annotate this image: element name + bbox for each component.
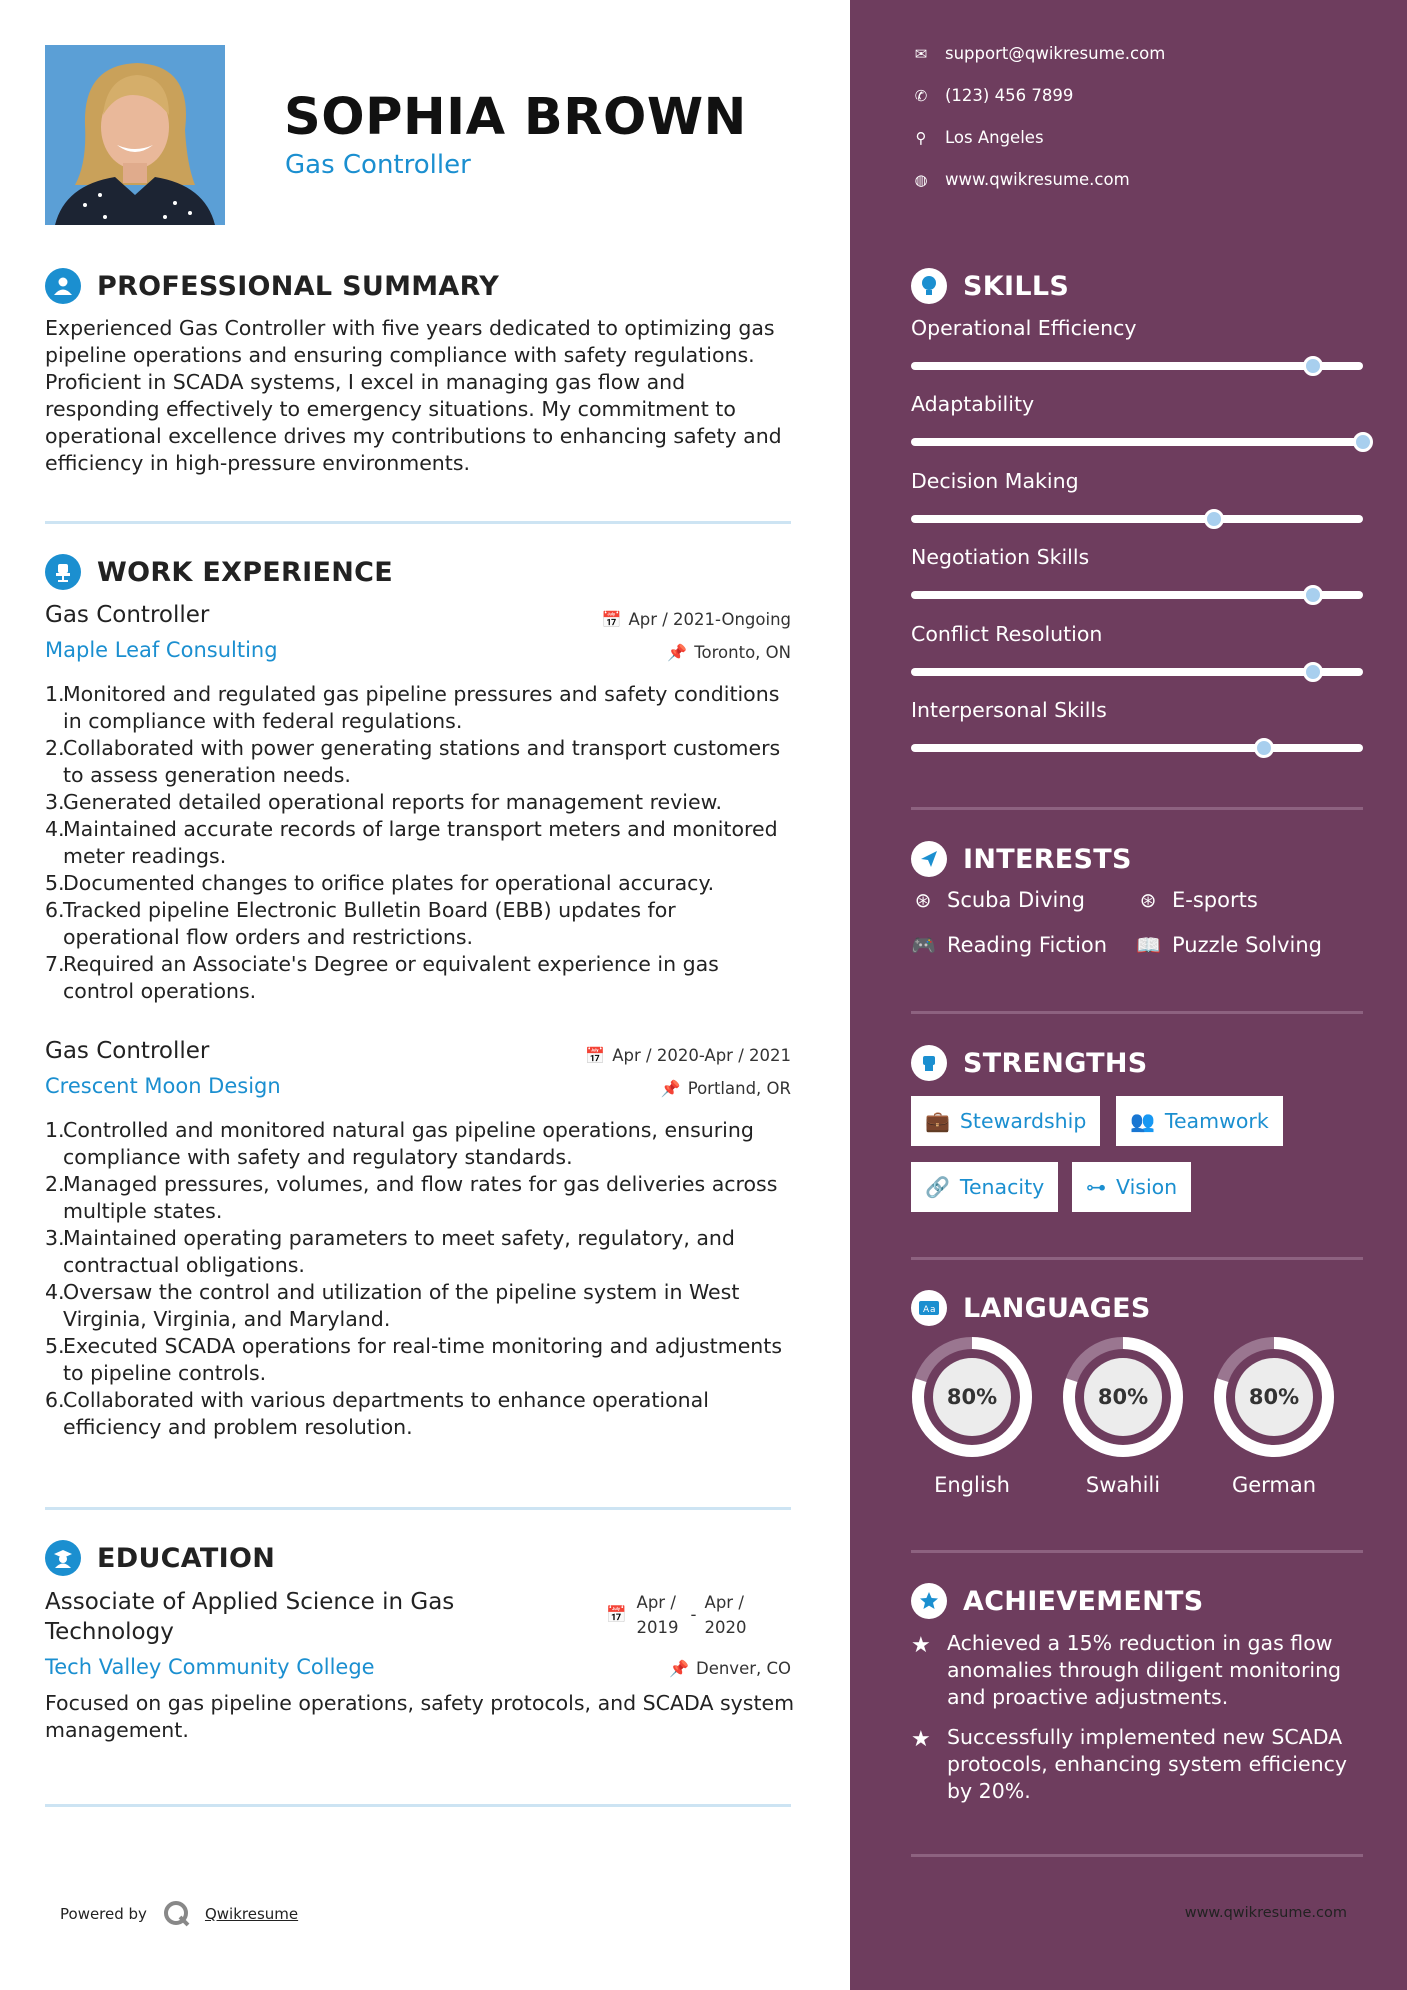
job-1-duties [45,681,795,1005]
language-progress-ring [1061,1335,1185,1459]
experience-heading [45,554,393,590]
strength-tag [1072,1162,1191,1212]
graduate-icon [45,1540,81,1576]
briefcase-chair-icon [45,554,81,590]
skill-label: Negotiation Skills [911,545,1090,570]
contact-email [911,44,1165,63]
list-item: 3. Maintained operating parameters to meet safety, regulatory, and contractual obligations. [45,1226,735,1277]
phone-icon: ✆ [914,86,928,105]
job-1-location-text: Toronto, ON [694,643,791,662]
language-percent: 80% [1097,1385,1149,1409]
strengths-divider [911,1257,1363,1260]
language-name: English [934,1473,1010,1497]
contact-location [911,128,1044,147]
list-item: 6. Collaborated with various departments to enhance operational efficiency and problem resolution. [45,1388,709,1439]
list-item: 4. Oversaw the control and utilization of the pipeline system in West Virginia, Virginia, and Maryland. [45,1280,740,1331]
interest-item [1136,888,1258,912]
skills-title: SKILLS [963,270,1070,302]
skill-slider-track [911,744,1363,752]
sidebar [850,0,1407,1990]
interests-divider [911,1011,1363,1014]
job-2-company: Crescent Moon Design [45,1074,281,1098]
interest-label: Scuba Diving [947,888,1085,912]
language-name: Swahili [1085,1473,1161,1497]
list-item: 6. Tracked pipeline Electronic Bulletin Board (EBB) updates for operational flow orders and restrictions. [45,898,676,949]
footer-website[interactable]: www.qwikresume.com [1184,1905,1347,1921]
fist-icon [911,1045,947,1081]
job-1-company: Maple Leaf Consulting [45,638,278,662]
experience-title: WORK EXPERIENCE [97,556,393,588]
skill-slider-knob [1303,585,1323,605]
achievements-divider [911,1854,1363,1857]
achievements-title: ACHIEVEMENTS [963,1585,1204,1617]
language-progress-ring [910,1335,1034,1459]
list-item: 2. Managed pressures, volumes, and flow rates for gas deliveries across multiple states. [45,1172,778,1223]
link-icon: 🔗 [925,1175,950,1199]
interest-label: Reading Fiction [947,933,1108,957]
list-item: 1. Controlled and monitored natural gas pipeline operations, ensuring compliance with safety and regulatory standards. [45,1118,754,1169]
star-badge-icon [911,1583,947,1619]
strength-label: Vision [1116,1175,1178,1199]
skill-label: Adaptability [911,392,1035,417]
skill-slider-knob [1353,432,1373,452]
list-item: 1. Monitored and regulated gas pipeline pressures and safety conditions in compliance with federal regulations. [45,682,780,733]
list-item: 4. Maintained accurate records of large transport meters and monitored meter readings. [45,817,778,868]
language-percent: 80% [946,1385,998,1409]
skill-slider-track [911,515,1363,523]
strengths-title: STRENGTHS [963,1047,1148,1079]
language-item [1061,1335,1185,1497]
phone-text: (123) 456 7899 [945,86,1074,105]
interests-heading [911,841,1132,877]
calendar-icon: 📅 [601,610,622,629]
contact-website [911,170,1130,189]
summary-heading [45,268,499,304]
briefcase-icon: 💼 [925,1109,950,1133]
profile-photo [45,45,225,225]
skill-slider-knob [1254,738,1274,758]
education-description: Focused on gas pipeline operations, safety protocols, and SCADA system management. [45,1691,795,1742]
binoculars-icon: ⊶ [1086,1175,1106,1199]
job-2-dates [585,1046,791,1065]
interest-label: E-sports [1172,888,1258,912]
list-item: 7. Required an Associate's Degree or equivalent experience in gas control operations. [45,952,719,1003]
footer-powered [60,1900,298,1928]
job-1-dates [602,610,791,629]
interest-item [1136,933,1322,957]
interest-label: Puzzle Solving [1172,933,1322,957]
interest-item [911,888,1085,912]
skill-slider-track [911,362,1363,370]
pin-icon: 📌 [669,1659,689,1678]
skill-slider-track [911,438,1363,446]
lifebuoy-icon: ⊛ [914,888,932,912]
qwikresume-logo-icon [163,1900,191,1928]
strength-tag [911,1162,1058,1212]
job-2-title: Gas Controller [45,1038,210,1064]
skill-slider-track [911,591,1363,599]
location-pin-icon: ⚲ [915,128,927,147]
calendar-icon: 📅 [585,1046,606,1065]
skill-label: Decision Making [911,468,1079,493]
education-school: Tech Valley Community College [45,1655,375,1679]
paper-plane-icon [911,841,947,877]
lightbulb-icon [911,268,947,304]
education-location [669,1659,791,1678]
language-item [1212,1335,1336,1497]
user-icon [45,268,81,304]
job-1-dates-text: Apr / 2021-Ongoing [628,610,791,629]
interests-title: INTERESTS [963,843,1132,875]
candidate-name: SOPHIA BROWN [284,88,747,147]
education-dates [606,1590,759,1640]
education-date-start: Apr / 2019 [636,1593,679,1637]
strength-tag [911,1096,1100,1146]
svg-text:A: A [923,1305,930,1315]
education-date-end: Apr / 2020 [704,1593,747,1637]
achievement-text: Successfully implemented new SCADA protocols, enhancing system efficiency by 20%. [947,1725,1348,1803]
svg-text:a: a [930,1305,936,1315]
language-name: German [1231,1473,1317,1497]
summary-text: Experienced Gas Controller with five years dedicated to optimizing gas pipeline operations and ensuring compliance with safety regulations. Proficient in SCADA systems, I excel in managing gas flow and responding effectively to emergency situations. My commitment to operational excellence drives my contributions to enhancing safety and efficiency in high-pressure environments. [45,316,782,475]
list-item: 5. Executed SCADA operations for real-time monitoring and adjustments to pipeline controls. [45,1334,783,1385]
email-text[interactable]: support@qwikresume.com [945,44,1166,63]
job-2-duties [45,1117,795,1441]
skill-label: Conflict Resolution [911,621,1103,646]
languages-heading [911,1290,1151,1326]
skill-slider-track [911,668,1363,676]
brand-link[interactable]: Qwikresume [204,1905,299,1923]
achievement-item [911,1724,1371,1805]
envelope-icon: ✉ [914,44,928,63]
education-degree: Associate of Applied Science in Gas Technology [45,1589,455,1645]
translate-icon [911,1290,947,1326]
powered-by-label: Powered by [60,1905,147,1923]
language-percent: 80% [1248,1385,1300,1409]
lifebuoy-icon: ⊛ [1139,888,1157,912]
interest-item [911,933,1107,957]
pin-icon: 📌 [667,643,688,662]
education-date-sep: - [690,1605,697,1624]
users-icon: 👥 [1130,1109,1155,1133]
pin-icon: 📌 [660,1079,681,1098]
skill-slider-knob [1303,662,1323,682]
website-text[interactable]: www.qwikresume.com [945,170,1130,189]
strength-label: Teamwork [1164,1109,1269,1133]
skill-label: Operational Efficiency [911,316,1137,340]
achievement-item [911,1630,1371,1711]
profile-photo-image [45,45,225,225]
candidate-title: Gas Controller [285,150,471,180]
star-icon: ★ [911,1727,931,1752]
job-2-dates-text: Apr / 2020-Apr / 2021 [612,1046,791,1065]
language-progress-ring [1212,1335,1336,1459]
star-icon: ★ [911,1633,931,1658]
strength-label: Tenacity [959,1175,1045,1199]
list-item: 3. Generated detailed operational reports for management review. [45,790,723,814]
language-item [910,1335,1034,1497]
globe-icon: ◍ [914,170,928,189]
job-2-location [661,1079,791,1098]
skills-heading [911,268,1069,304]
languages-title: LANGUAGES [963,1292,1151,1324]
skill-slider-knob [1204,509,1224,529]
education-location-text: Denver, CO [695,1659,791,1678]
job-1-location [667,643,791,662]
education-divider [45,1804,791,1807]
book-icon: 📖 [1136,933,1161,957]
education-heading [45,1540,275,1576]
job-1-title: Gas Controller [45,602,210,628]
list-item: 5. Documented changes to orifice plates for operational accuracy. [45,871,715,895]
education-title: EDUCATION [97,1542,276,1574]
strength-label: Stewardship [959,1109,1087,1133]
achievements-heading [911,1583,1204,1619]
location-text: Los Angeles [945,128,1044,147]
skill-label: Interpersonal Skills [911,698,1107,722]
gamepad-icon: 🎮 [911,933,936,957]
list-item: 2. Collaborated with power generating stations and transport customers to assess generation needs. [45,736,781,787]
strength-tag [1116,1096,1283,1146]
languages-divider [911,1550,1363,1553]
skill-slider-knob [1303,356,1323,376]
skills-divider [911,807,1363,810]
contact-phone [911,86,1073,105]
achievement-text: Achieved a 15% reduction in gas flow anomalies through diligent monitoring and proactive adjustments. [947,1631,1342,1709]
summary-title: PROFESSIONAL SUMMARY [97,270,500,302]
job-2-location-text: Portland, OR [687,1079,791,1098]
summary-divider [45,521,791,524]
experience-divider [45,1507,791,1510]
strengths-heading [911,1045,1148,1081]
calendar-icon: 📅 [606,1605,627,1624]
